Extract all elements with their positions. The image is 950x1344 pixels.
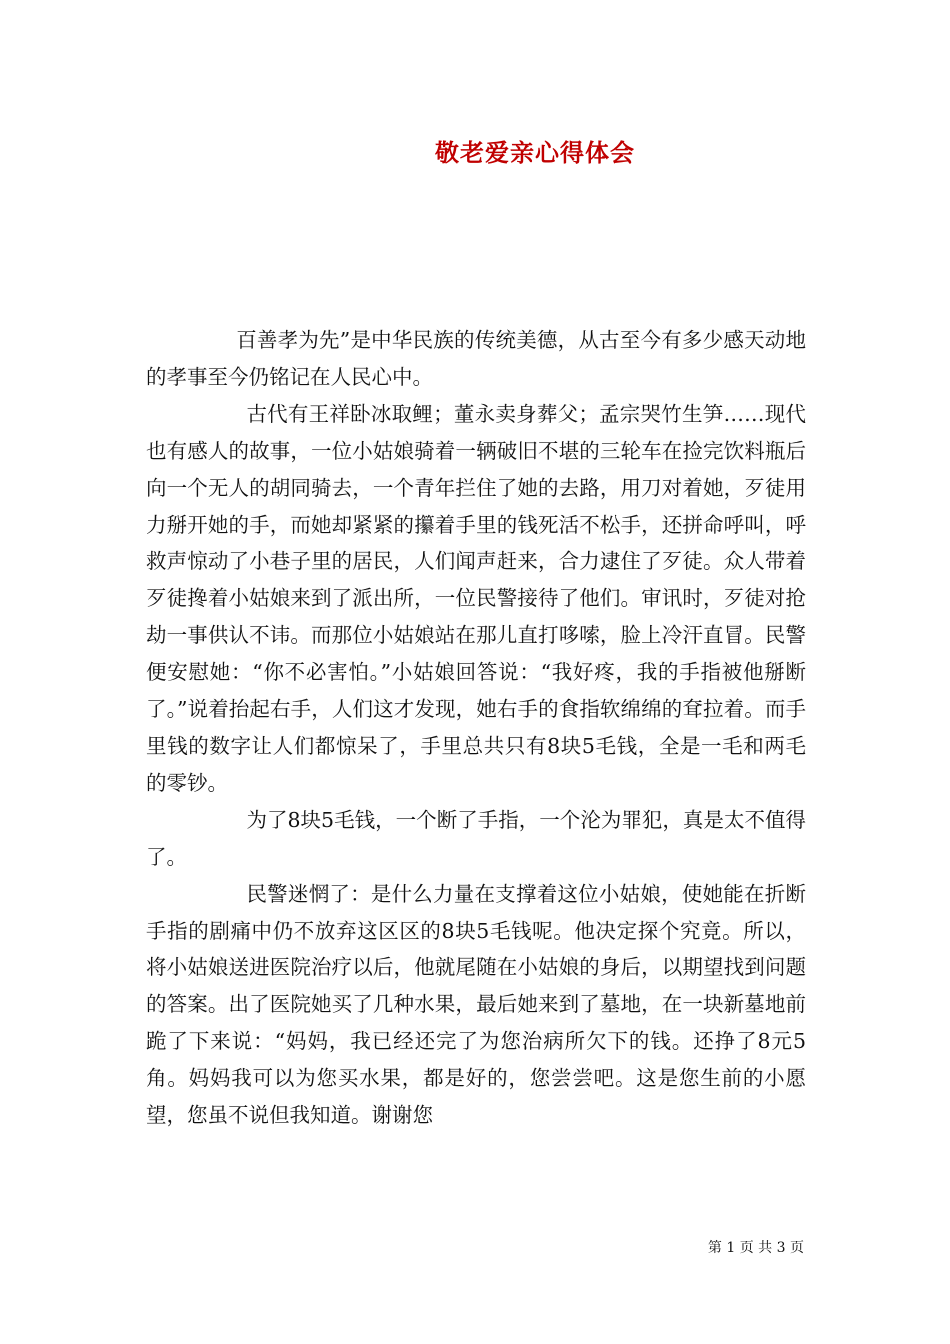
page-number: 第 1 页 共 3 页	[707, 1240, 804, 1256]
paragraph-4: 民警迷惘了：是什么力量在支撑着这位小姑娘，使她能在折断手指的剧痛中仍不放弃这区区的8块5毛钱呢。他决定探个究竟。所以，将小姑娘送进医院治疗以后，他就尾随在小姑娘的身后，以期望找到问题的答案。出了医院她买了几种水果，最后她来到了墓地，在一块新墓地前跪了下来说：“妈妈，我已经还完了为您治病所欠下的钱。还挣了8元5角。妈妈我可以为您买水果，都是好的，您尝尝吧。这是您生前的小愿望，您虽不说但我知道。谢谢您	[146, 881, 806, 1128]
document-title: 敬老爱亲心得体会	[435, 138, 635, 167]
paragraph-1: 百善孝为先”是中华民族的传统美德，从古至今有多少感天动地的孝事至今仍铭记在人民心中。	[146, 328, 806, 389]
paragraph-2: 古代有王祥卧冰取鲤；董永卖身葬父；孟宗哭竹生笋……现代也有感人的故事，一位小姑娘骑着一辆破旧不堪的三轮车在捡完饮料瓶后向一个无人的胡同骑去，一个青年拦住了她的去路，用刀对着她，歹徒用力掰开她的手，而她却紧紧的攥着手里的钱死活不松手，还拼命呼叫，呼救声惊动了小巷子里的居民，人们闻声赶来，合力逮住了歹徒。众人带着歹徒搀着小姑娘来到了派出所，一位民警接待了他们。审讯时，歹徒对抢劫一事供认不讳。而那位小姑娘站在那儿直打哆嗦，脸上冷汗直冒。民警便安慰她：“你不必害怕。”小姑娘回答说：“我好疼，我的手指被他掰断了。”说着抬起右手，人们这才发现，她右手的食指软绵绵的耷拉着。而手里钱的数字让人们都惊呆了，手里总共只有8块5毛钱，全是一毛和两毛的零钞。	[146, 401, 806, 795]
document-body	[146, 322, 806, 1134]
paragraph-3: 为了8块5毛钱，一个断了手指，一个沦为罪犯，真是太不值得了。	[146, 807, 806, 869]
